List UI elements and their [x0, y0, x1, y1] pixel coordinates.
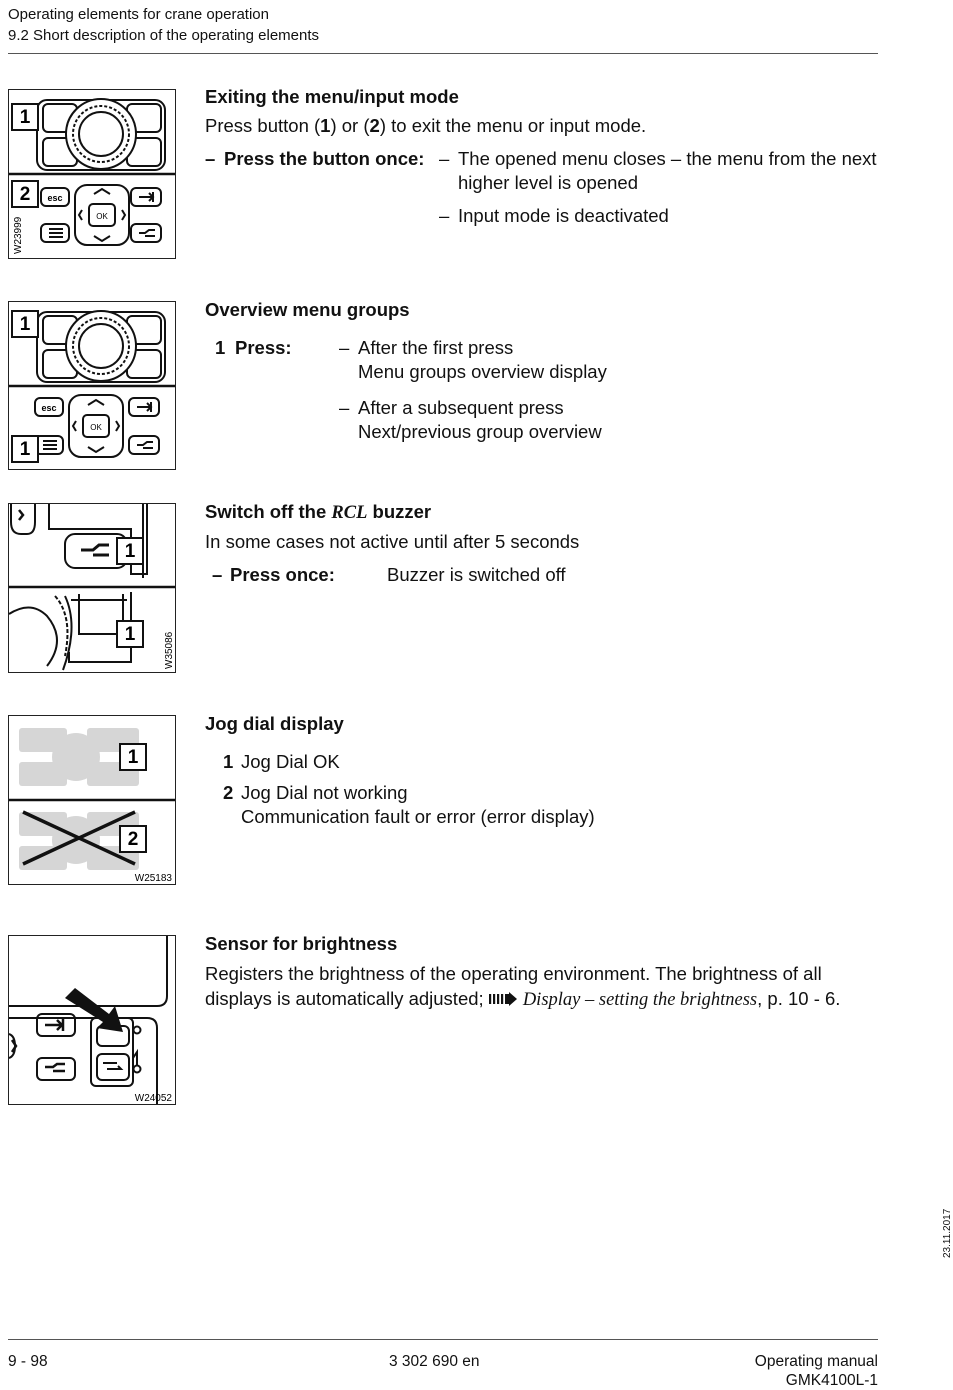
section-note: In some cases not active until after 5 seconds: [205, 531, 580, 552]
header-chapter: Operating elements for crane operation: [8, 6, 269, 23]
result-item: – After a subsequent press Next/previous group overview: [205, 396, 880, 444]
section-rcl-buzzer: [205, 500, 880, 587]
result-item: – After the first press Menu groups overview display: [205, 336, 880, 384]
title-text: buzzer: [367, 501, 432, 522]
bullet-dash: –: [205, 148, 216, 169]
figure-overview-menu: [8, 301, 176, 470]
date-text: 23.11.2017: [942, 1208, 953, 1258]
result-item: – Input mode is deactivated: [439, 205, 669, 226]
figure-code: W23999: [13, 216, 24, 254]
figure-jog-dial: [8, 715, 176, 885]
callout-1: 1: [19, 107, 31, 128]
footer-rule: [8, 1339, 878, 1340]
body-text: , p. 10 - 6.: [757, 988, 841, 1009]
item-number: 1: [215, 337, 226, 358]
callout-2: 2: [19, 184, 31, 205]
esc-key-label: esc: [41, 403, 57, 413]
intro-text: ) or (: [330, 115, 370, 136]
cross-reference-link[interactable]: Display – setting the brightness: [522, 990, 758, 1010]
result-text: Next/previous group overview: [358, 421, 602, 442]
figure-code: W24052: [134, 1093, 172, 1104]
callout-1-bottom: 1: [19, 439, 31, 460]
item-text: Jog Dial not working: [241, 782, 408, 803]
result-text: After the first press: [358, 337, 514, 358]
title-text: Switch off the: [205, 501, 332, 522]
manual-title: [755, 1352, 878, 1390]
section-title: [205, 500, 880, 525]
page-number: 9 - 98: [8, 1353, 48, 1370]
header-rule: [8, 53, 878, 54]
item-number: 2: [223, 782, 234, 803]
control-panel-illustration: [9, 90, 175, 258]
figure-brightness-sensor: [8, 935, 176, 1105]
manual-line: Operating manual: [754, 1353, 878, 1370]
intro-text: ) to exit the menu or input mode.: [379, 115, 647, 136]
item-text: Jog Dial OK: [241, 751, 340, 772]
intro-ref-1: 1: [320, 115, 331, 136]
figure-exit-menu: [8, 89, 176, 259]
list-item: [205, 781, 880, 829]
result-item: – The opened menu closes – the menu from the next higher level is opened: [439, 148, 877, 193]
jog-dial-status-illustration: [9, 716, 175, 884]
brightness-sensor-illustration: [9, 936, 175, 1104]
running-header: [8, 4, 319, 46]
figure-code: W35086: [164, 631, 175, 669]
section-title: Sensor for brightness: [205, 933, 398, 954]
ok-key-label: OK: [96, 212, 108, 221]
body-text: Registers the brightness of the operating environment. The brightness of all displays is automatically adjusted;: [205, 963, 822, 1009]
intro-text: Press button (: [205, 115, 321, 136]
intro-ref-2: 2: [369, 115, 380, 136]
section-overview-menu: [205, 298, 880, 444]
control-panel-illustration: [9, 302, 175, 469]
header-section: 9.2 Short description of the operating elements: [8, 27, 320, 44]
section-brightness-sensor: [205, 932, 880, 1014]
action-label: Press the button once:: [224, 148, 425, 169]
result-text: The opened menu closes – the menu from the next higher level is opened: [458, 148, 877, 193]
result-text: Buzzer is switched off: [387, 564, 566, 585]
result-text: After a subsequent press: [358, 397, 564, 418]
ok-key-label: OK: [90, 423, 102, 432]
figure-code: W25183: [134, 873, 172, 884]
callout-1-bottom: 1: [124, 624, 136, 645]
cross-reference-arrow-icon: [489, 987, 517, 1012]
callout-1: 1: [127, 747, 139, 768]
callout-1-top: 1: [19, 314, 31, 335]
esc-key-label: esc: [47, 193, 63, 203]
section-title: Overview menu groups: [205, 299, 410, 320]
callout-2: 2: [127, 829, 139, 850]
section-body: [205, 961, 880, 1014]
action-label: Press once:: [230, 564, 335, 585]
buzzer-button-illustration: [9, 504, 175, 672]
section-title: Jog dial display: [205, 713, 344, 734]
section-title: Exiting the menu/input mode: [205, 86, 459, 107]
section-exit-menu: [205, 85, 880, 228]
side-date: [929, 1188, 953, 1258]
result-text: Input mode is deactivated: [458, 205, 669, 226]
list-item: [205, 750, 880, 774]
item-number: 1: [223, 751, 234, 772]
section-jog-dial: [205, 712, 880, 829]
item-text: Communication fault or error (error display): [241, 806, 595, 827]
manual-model: GMK4100L-1: [785, 1372, 878, 1389]
result-text: Menu groups overview display: [358, 361, 607, 382]
figure-rcl-buzzer: [8, 503, 176, 673]
action-row: – Press once: Buzzer is switched off: [212, 564, 566, 585]
section-intro: [205, 114, 880, 138]
action-label: Press:: [235, 337, 292, 358]
document-number: 3 302 690 en: [389, 1353, 480, 1370]
title-rcl: RCL: [331, 503, 368, 523]
callout-1-top: 1: [124, 541, 136, 562]
